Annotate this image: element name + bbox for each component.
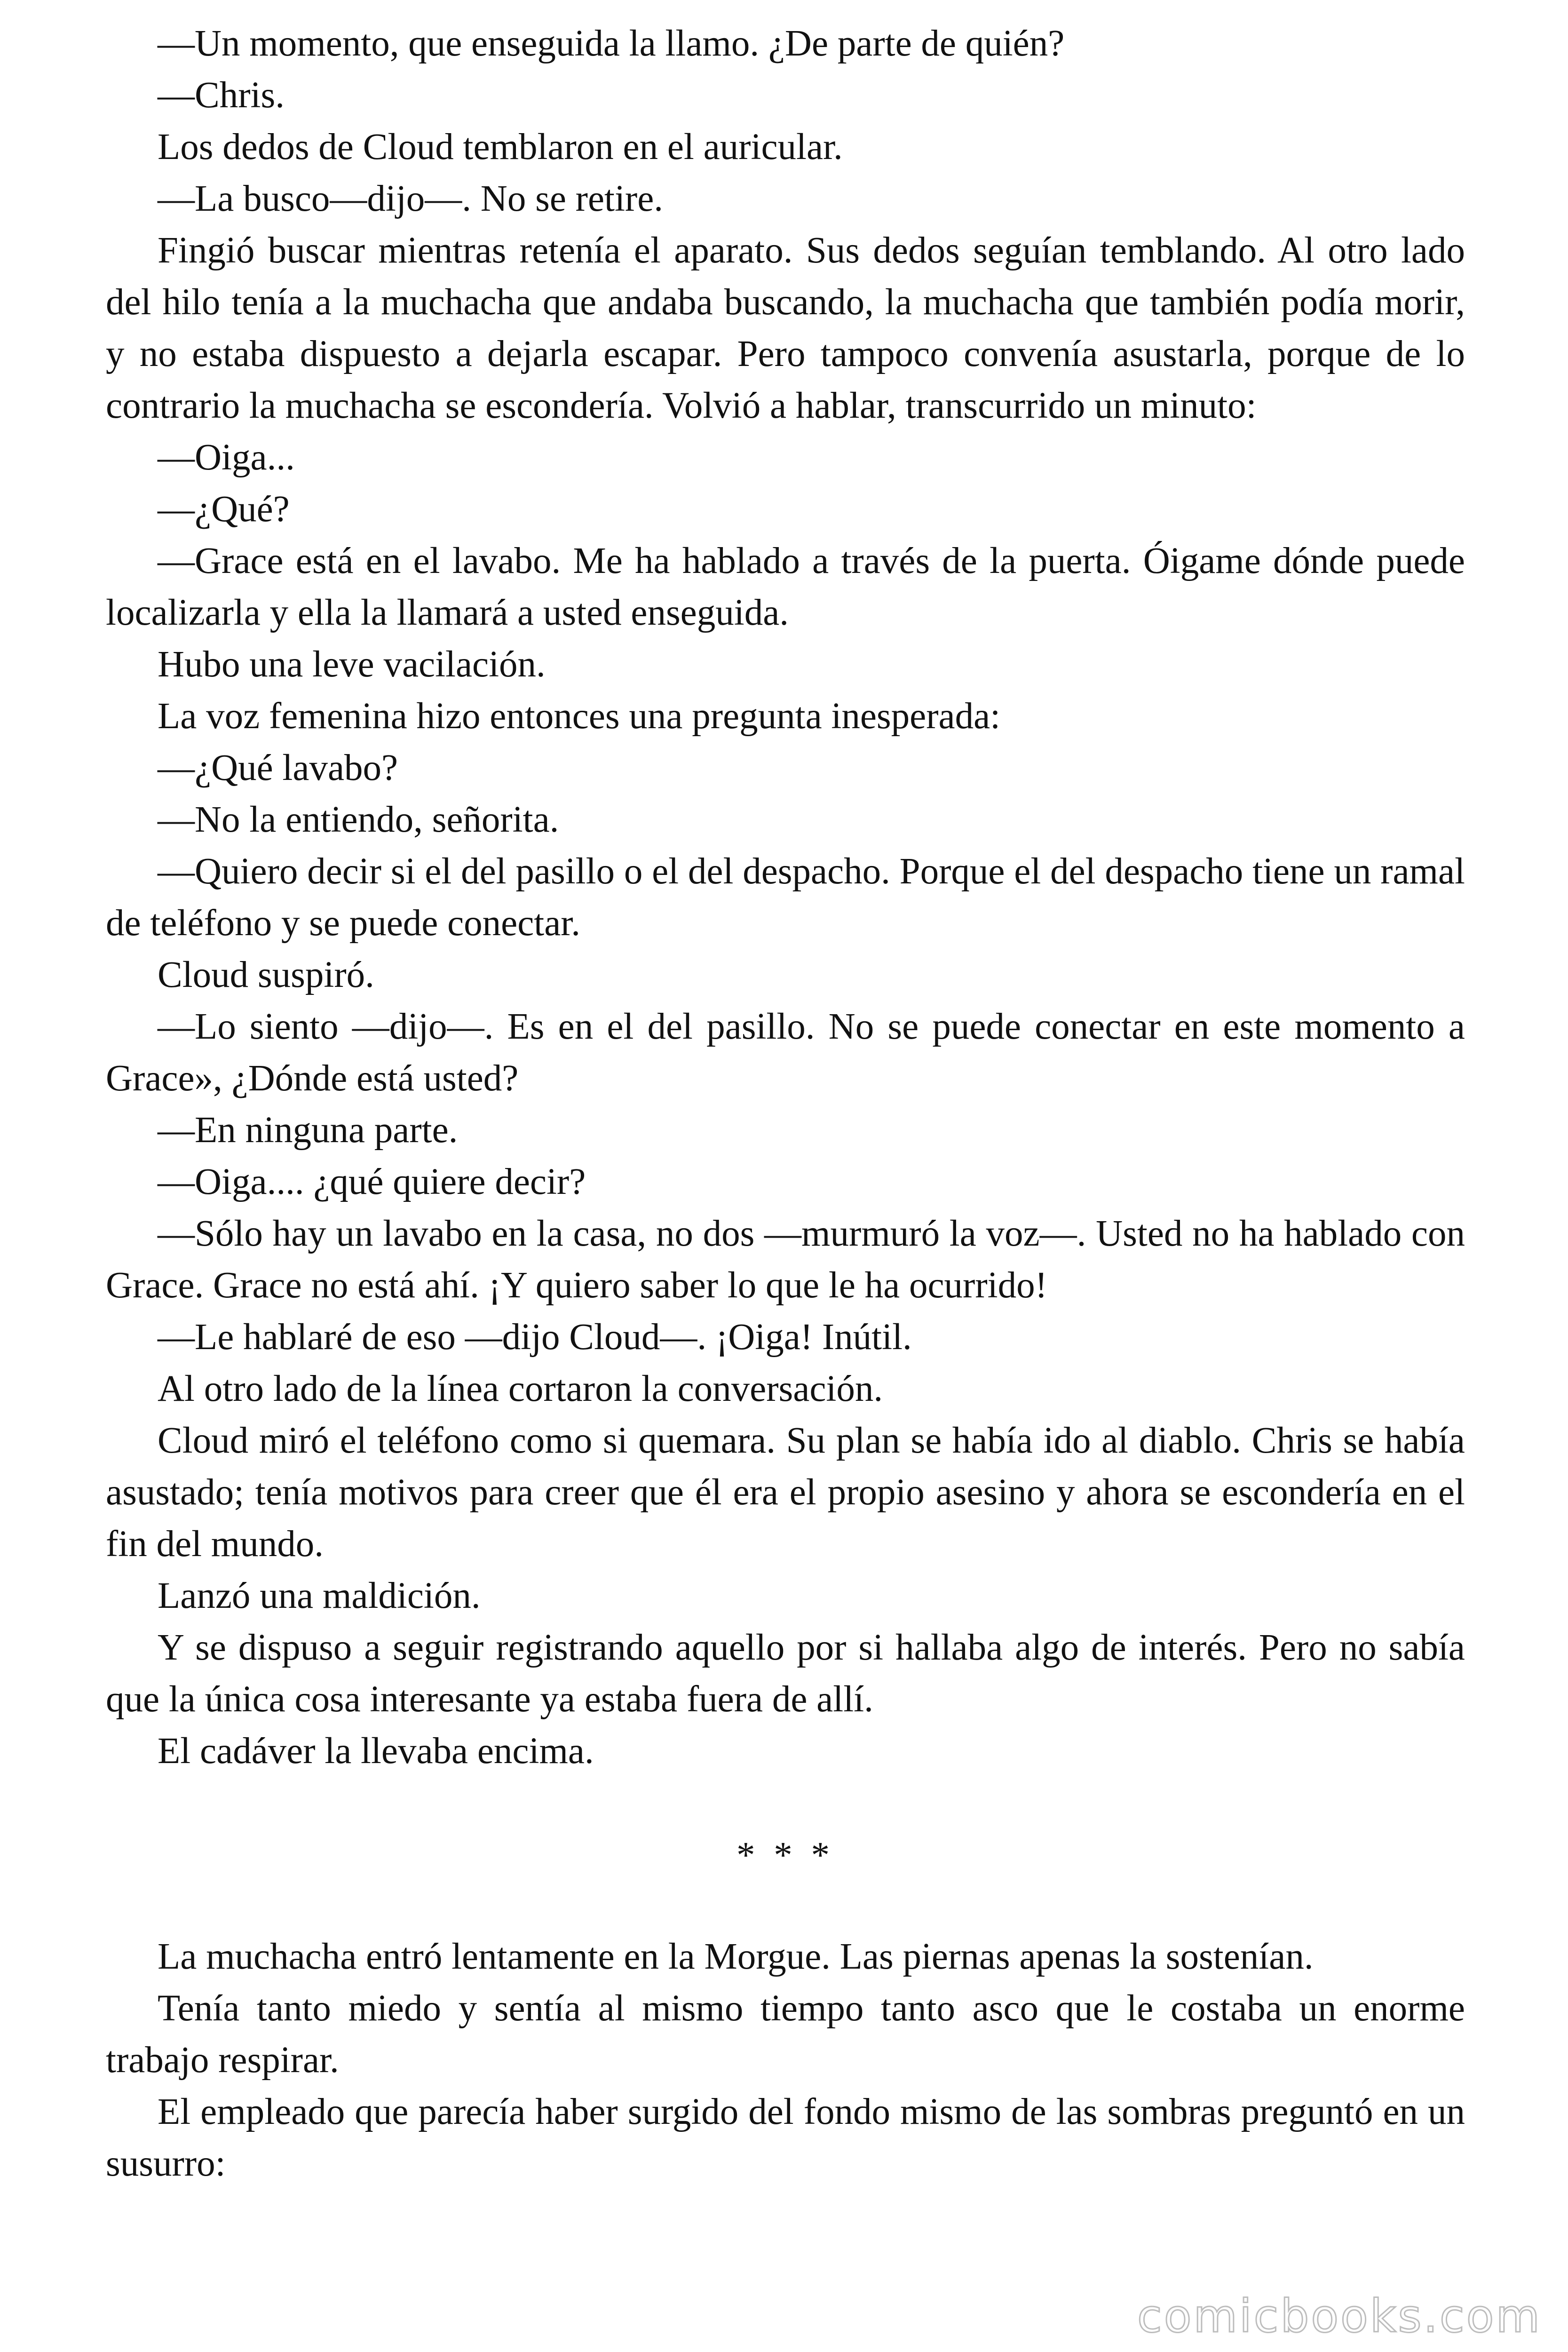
paragraph: —¿Qué? xyxy=(158,489,290,530)
paragraph: —En ninguna parte. xyxy=(158,1110,458,1151)
section-separator: * * * xyxy=(736,1835,834,1876)
paragraph: El empleado que parecía haber surgido del fondo mismo de las sombras preguntó en un susurro: xyxy=(106,2091,1465,2184)
paragraph: Lanzó una maldición. xyxy=(158,1575,481,1616)
paragraph: —La busco—dijo—. No se retire. xyxy=(158,178,664,219)
watermark: comicbooks.com xyxy=(1137,2290,1542,2343)
paragraph: —Lo siento —dijo—. Es en el del pasillo. No se puede conectar en este momento a Grace», ¿Dónde está usted? xyxy=(106,1006,1465,1099)
paragraph: —Oiga... xyxy=(158,437,295,478)
paragraph: —Un momento, que enseguida la llamo. ¿De parte de quién? xyxy=(158,23,1065,64)
paragraph: —Sólo hay un lavabo en la casa, no dos —murmuró la voz—. Usted no ha hablado con Grace. Grace no está ahí. ¡Y quiero saber lo que le ha ocurrido! xyxy=(106,1213,1465,1306)
paragraph: —No la entiendo, señorita. xyxy=(158,799,559,840)
paragraph: Hubo una leve vacilación. xyxy=(158,644,546,685)
paragraph: Cloud miró el teléfono como si quemara. Su plan se había ido al diablo. Chris se había asustado; tenía motivos para creer que él era el propio asesino y ahora se escondería en el fin del mundo. xyxy=(106,1420,1465,1565)
paragraph: La muchacha entró lentamente en la Morgue. Las piernas apenas la sostenían. xyxy=(158,1936,1314,1977)
paragraph: Al otro lado de la línea cortaron la conversación. xyxy=(158,1368,883,1409)
paragraph: La voz femenina hizo entonces una pregunta inesperada: xyxy=(158,696,1001,737)
paragraph: Y se dispuso a seguir registrando aquello por si hallaba algo de interés. Pero no sabía que la única cosa interesante ya estaba fuera de allí. xyxy=(106,1627,1465,1720)
paragraph: Fingió buscar mientras retenía el aparato. Sus dedos seguían temblando. Al otro lado del hilo tenía a la muchacha que andaba buscando, la muchacha que también podía morir, y no estaba dispuesto a dejarla escapar. Pero tampoco convenía asustarla, porque de lo contrario la muchacha se escondería. Volvió a hablar, transcurrido un minuto: xyxy=(106,230,1465,426)
paragraph: Tenía tanto miedo y sentía al mismo tiempo tanto asco que le costaba un enorme trabajo respirar. xyxy=(106,1988,1465,2081)
paragraph: Cloud suspiró. xyxy=(158,954,374,995)
paragraph: —Quiero decir si el del pasillo o el del despacho. Porque el del despacho tiene un ramal de teléfono y se puede conectar. xyxy=(106,851,1465,944)
paragraph: —Le hablaré de eso —dijo Cloud—. ¡Oiga! Inútil. xyxy=(158,1317,912,1358)
body-text xyxy=(106,18,1465,2190)
paragraph: Los dedos de Cloud temblaron en el auricular. xyxy=(158,127,843,167)
paragraph: —Oiga.... ¿qué quiere decir? xyxy=(158,1161,586,1202)
paragraph: —Grace está en el lavabo. Me ha hablado a través de la puerta. Óigame dónde puede localizarla y ella la llamará a usted enseguida. xyxy=(106,540,1465,633)
paragraph: —Chris. xyxy=(158,75,285,116)
paragraph: —¿Qué lavabo? xyxy=(158,747,398,788)
paragraph: El cadáver la llevaba encima. xyxy=(158,1731,594,1772)
